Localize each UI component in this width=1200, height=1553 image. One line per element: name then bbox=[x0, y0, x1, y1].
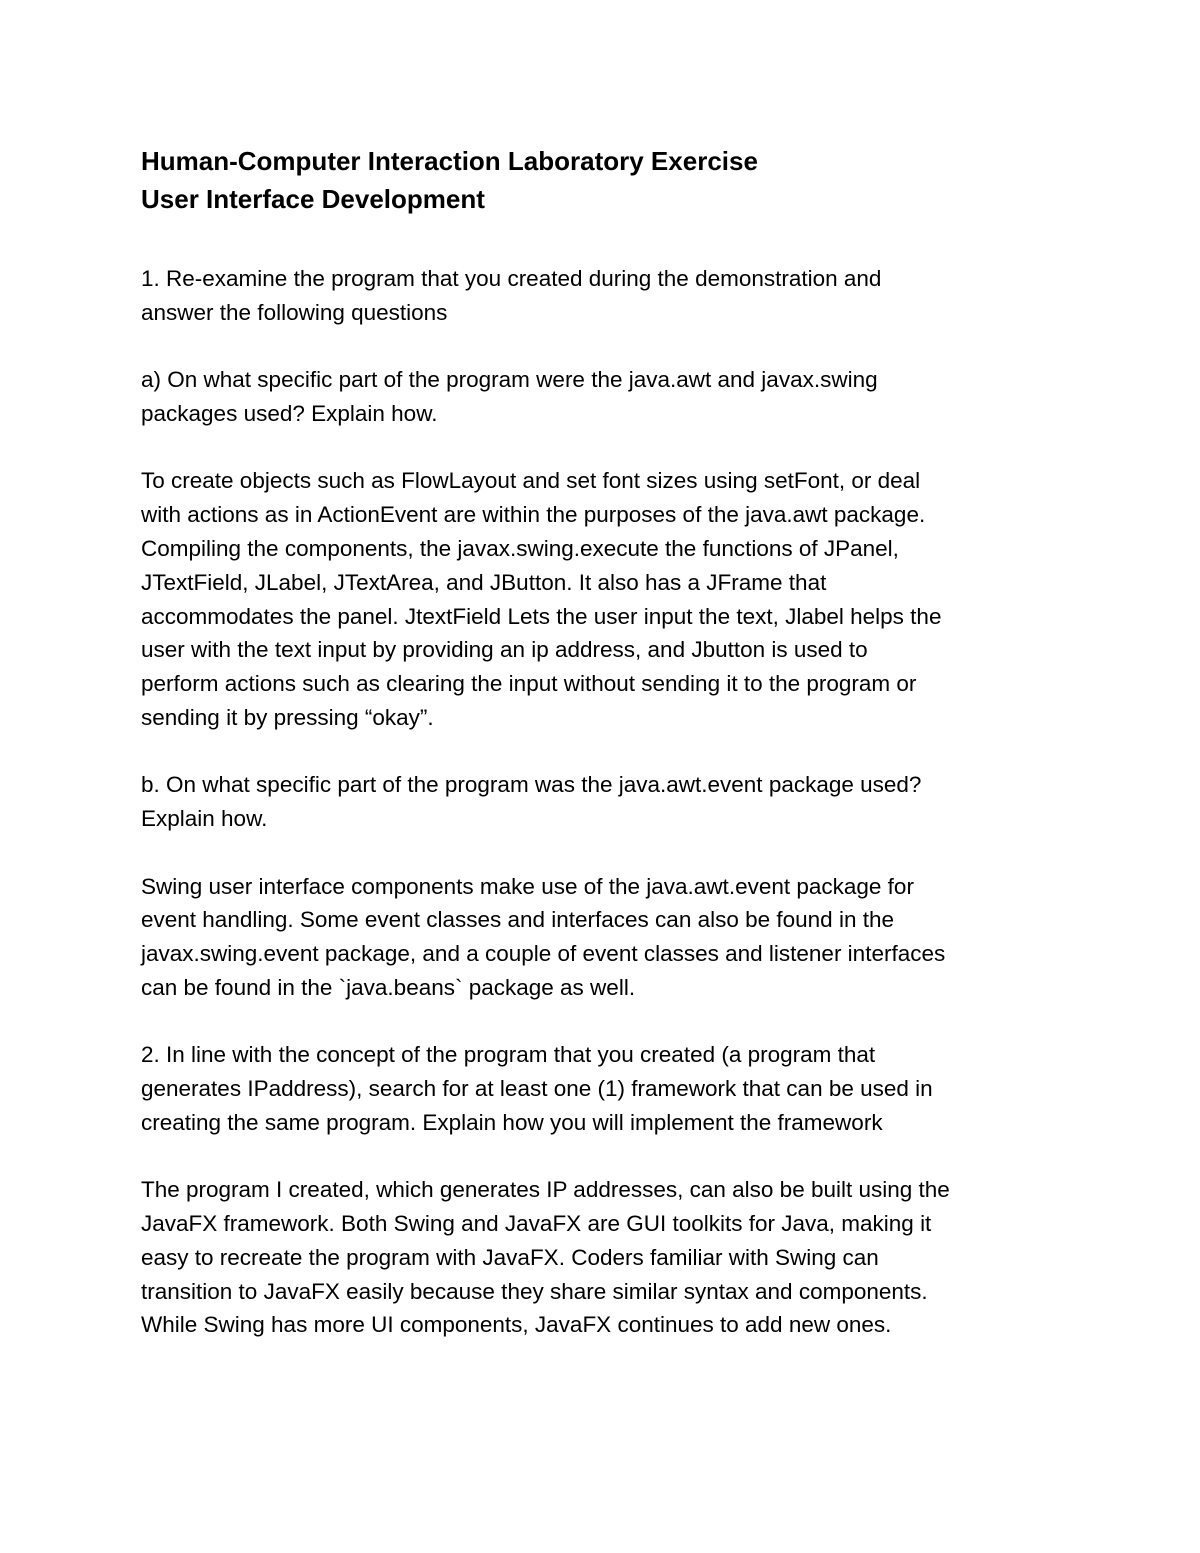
question-2 bbox=[141, 1038, 1101, 1139]
text-line: easy to recreate the program with JavaFX. Coders familiar with Swing can bbox=[141, 1244, 879, 1270]
question-1b bbox=[141, 768, 1101, 836]
text-line: b. On what specific part of the program was the java.awt.event package used? bbox=[141, 772, 922, 798]
document-subtitle: User Interface Development bbox=[141, 184, 485, 214]
text-line: answer the following questions bbox=[141, 299, 448, 325]
text-line: creating the same program. Explain how you will implement the framework bbox=[141, 1109, 883, 1135]
text-line: Swing user interface components make use of the java.awt.event package for bbox=[141, 873, 914, 899]
text-line: While Swing has more UI components, JavaFX continues to add new ones. bbox=[141, 1312, 892, 1338]
text-line: accommodates the panel. JtextField Lets the user input the text, Jlabel helps the bbox=[141, 603, 942, 629]
text-line: The program I created, which generates IP addresses, can also be built using the bbox=[141, 1177, 950, 1203]
text-line: Explain how. bbox=[141, 806, 268, 832]
text-line: perform actions such as clearing the input without sending it to the program or bbox=[141, 671, 917, 697]
text-line: with actions as in ActionEvent are within the purposes of the java.awt package. bbox=[141, 502, 926, 528]
text-line: 1. Re-examine the program that you created during the demonstration and bbox=[141, 266, 882, 291]
text-line: a) On what specific part of the program were the java.awt and javax.swing bbox=[141, 367, 878, 393]
text-line: transition to JavaFX easily because they share similar syntax and components. bbox=[141, 1278, 928, 1304]
text-line: event handling. Some event classes and interfaces can also be found in the bbox=[141, 907, 894, 933]
question-1-intro bbox=[141, 262, 1101, 330]
text-line: generates IPaddress), search for at least one (1) framework that can be used in bbox=[141, 1076, 933, 1102]
answer-2 bbox=[141, 1173, 1101, 1342]
answer-1a bbox=[141, 464, 1101, 734]
answer-1b bbox=[141, 870, 1101, 1005]
text-line: user with the text input by providing an ip address, and Jbutton is used to bbox=[141, 637, 868, 663]
text-line: 2. In line with the concept of the program that you created (a program that bbox=[141, 1042, 876, 1068]
text-line: JavaFX framework. Both Swing and JavaFX are GUI toolkits for Java, making it bbox=[141, 1211, 932, 1237]
text-line: sending it by pressing “okay”. bbox=[141, 704, 434, 730]
text-line: packages used? Explain how. bbox=[141, 400, 438, 426]
text-line: To create objects such as FlowLayout and set font sizes using setFont, or deal bbox=[141, 468, 921, 494]
document-title: Human-Computer Interaction Laboratory Exercise bbox=[141, 146, 758, 176]
document-body bbox=[141, 142, 1101, 1342]
text-line: can be found in the `java.beans` package as well. bbox=[141, 974, 636, 1000]
text-line: Compiling the components, the javax.swing.execute the functions of JPanel, bbox=[141, 535, 899, 561]
text-line: javax.swing.event package, and a couple of event classes and listener interfaces bbox=[141, 941, 946, 967]
text-line: JTextField, JLabel, JTextArea, and JButton. It also has a JFrame that bbox=[141, 569, 827, 595]
question-1a bbox=[141, 363, 1101, 431]
